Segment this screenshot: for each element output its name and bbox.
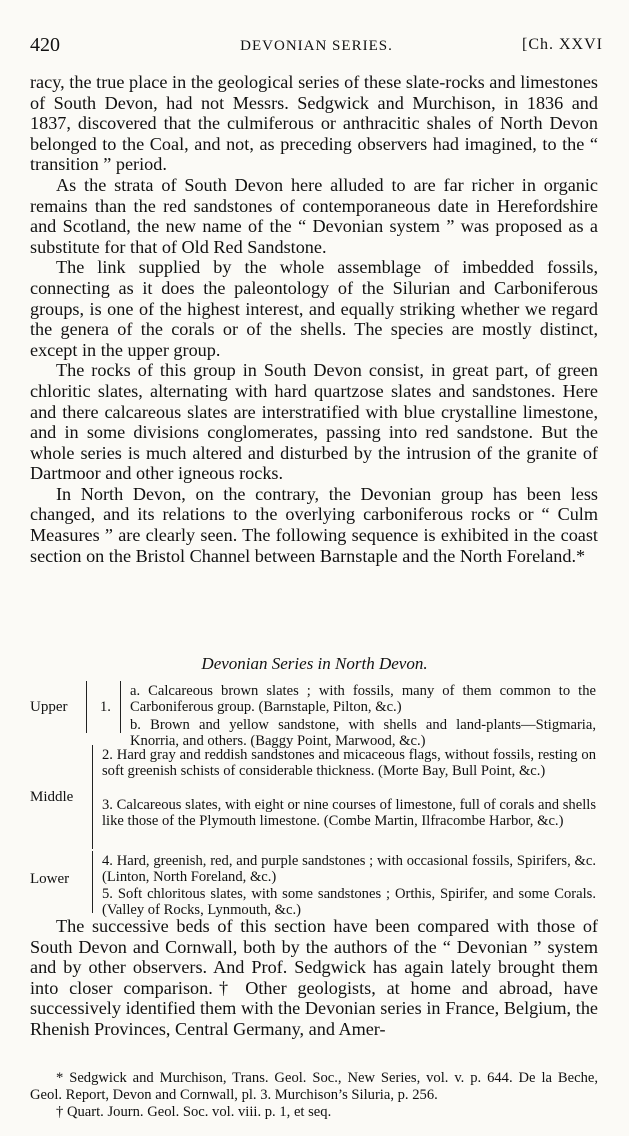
entry-number-1: 1. — [100, 699, 111, 715]
sub-brace — [120, 681, 121, 733]
entry-3 — [102, 797, 596, 830]
paragraph-south-devon-rocks: The rocks of this group in South Devon consist, in great part, of green chloritic slates, alternating with hard quartzose slates and sandstones. Here and there calcareous slates are interstratified with blue crystalline limestone, and in some divisions conglomerates, passing into red sandstone. But the whole series is much altered and disturbed by the intrusion of the granite of Dartmoor and other igneous rocks. — [30, 360, 598, 484]
entry-2-text: 2. Hard gray and reddish sandstones and micaceous flags, without fossils, resting on soft greenish schists of considerable thickness. (Morte Bay, Bull Point, &c.) — [102, 747, 596, 780]
paragraph-devonian-name: As the strata of South Devon here alluded to are far richer in organic remains than the red sandstones of contemporaneous date in Herefordshire and Scotland, the new name of the “ Devonian system ” was proposed as a substitute for that of Old Red Sandstone. — [30, 174, 598, 257]
paragraph-comparison: The successive beds of this section have been compared with those of South Devon and Cornwall, both by the authors of the “ Devonian ” system and by other observers. And Prof. Sedgwick has again lately brought them into closer comparison.† Other geologists, at home and abroad, have successively identified them with the Devonian series in France, Belgium, the Rhenish Provinces, Central Germany, and Amer- — [30, 916, 598, 1039]
entry-5 — [102, 886, 596, 919]
entry-a-text: a. Calcareous brown slates ; with fossils, many of them common to the Carboniferous group. (Barnstaple, Pilton, &c.) — [130, 683, 596, 716]
entry-5-text: 5. Soft chloritous slates, with some sandstones ; Orthis, Spirifer, and some Corals. (Valley of Rocks, Lynmouth, &c.) — [102, 886, 596, 919]
entry-a — [130, 683, 596, 716]
chapter-label: [Ch. XXVI — [522, 36, 603, 53]
group-label-lower: Lower — [30, 871, 70, 887]
page-number: 420 — [30, 34, 60, 56]
footnotes — [30, 1070, 598, 1121]
running-title: DEVONIAN SERIES. — [240, 38, 393, 54]
entry-3-text: 3. Calcareous slates, with eight or nine courses of limestone, full of corals and shells like those of the Plymouth limestone. (Combe Martin, Ilfracombe Harbor, &c.) — [102, 797, 596, 830]
footnote-dagger: † Quart. Journ. Geol. Soc. vol. viii. p. 1, et seq. — [56, 1104, 332, 1120]
table-title: Devonian Series in North Devon. — [201, 654, 428, 673]
entry-4 — [102, 853, 596, 886]
closing-text — [30, 916, 598, 1040]
entry-2 — [102, 747, 596, 780]
middle-brace — [92, 745, 93, 849]
paragraph-continuation: racy, the true place in the geological series of these slate-rocks and limestones of South Devon, had not Messrs. Sedgwick and Murchison, in 1836 and 1837, discovered that the culmiferous or anthracitic shales of North Devon belonged to the Coal, and not, as preceding observers had imagined, to the “ transition ” period. — [30, 72, 598, 175]
running-header — [30, 34, 603, 62]
upper-brace — [86, 681, 87, 733]
paragraph-fossil-link: The link supplied by the whole assemblage of imbedded fossils, connecting as it does the paleontology of the Silurian and Carboniferous groups, is one of the highest interest, and equally striking whether we regard the genera of the corals or of the shells. The species are mostly distinct, except in the upper group. — [30, 257, 598, 360]
lower-brace — [92, 851, 93, 913]
entry-4-text: 4. Hard, greenish, red, and purple sandstones ; with occasional fossils, Spirifers, &c. (Linton, North Foreland, &c.) — [102, 853, 596, 886]
entry-b — [130, 717, 596, 750]
body-text — [30, 72, 598, 566]
group-label-upper: Upper — [30, 699, 68, 715]
paragraph-north-devon: In North Devon, on the contrary, the Devonian group has been less changed, and its relations to the overlying carboniferous rocks or “ Culm Measures ” are clearly seen. The following sequence is exhibited in the coast section on the Bristol Channel between Barnstaple and the North Foreland.* — [30, 483, 598, 566]
group-label-middle: Middle — [30, 789, 74, 805]
footnote-star: * Sedgwick and Murchison, Trans. Geol. Soc., New Series, vol. v. p. 644. De la Beche, Geol. Report, Devon and Cornwall, pl. 3. Murchison’s Siluria, p. 256. — [30, 1070, 598, 1103]
entry-b-text: b. Brown and yellow sandstone, with shells and land-plants—Stigmaria, Knorria, and others. (Baggy Point, Marwood, &c.) — [130, 717, 596, 750]
